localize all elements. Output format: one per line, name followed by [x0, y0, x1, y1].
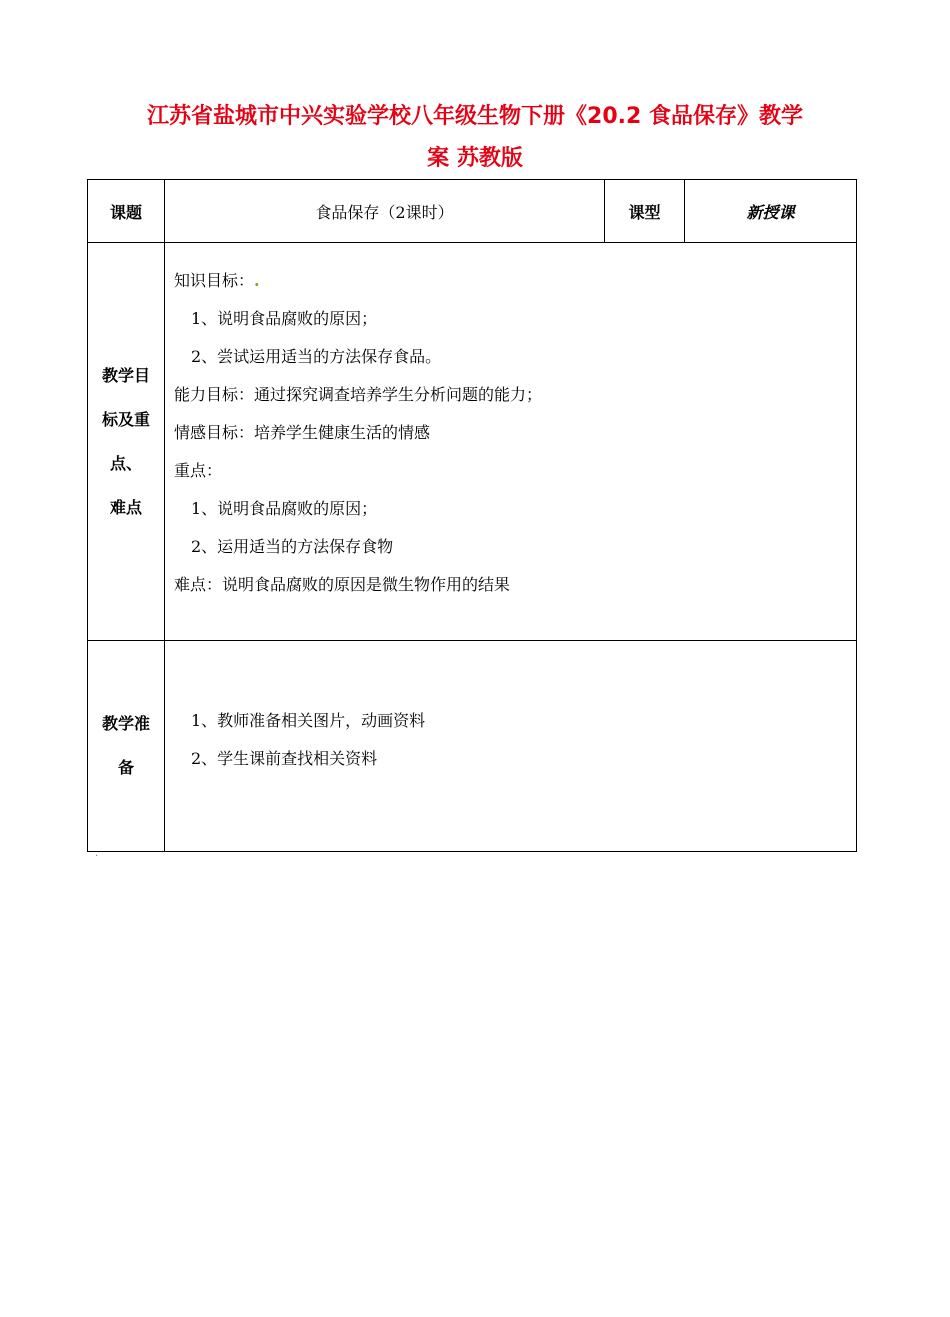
table-row-objectives — [88, 243, 857, 641]
objectives-content — [165, 243, 857, 641]
emotion-goal: 情感目标：培养学生健康生活的情感 — [174, 423, 431, 442]
difficulty-point: 难点：说明食品腐败的原因是微生物作用的结果 — [174, 575, 511, 594]
type-value: 新授课 — [685, 180, 857, 243]
preparation-item: 2、学生课前查找相关资料 — [191, 749, 378, 768]
margin-mark: · — [95, 851, 99, 862]
objectives-label-line: 难点 — [109, 497, 142, 517]
knowledge-goal-marker: . — [254, 271, 260, 290]
ability-goal: 能力目标：通过探究调查培养学生分析问题的能力； — [174, 385, 543, 404]
key-point-item: 2、运用适当的方法保存食物 — [191, 537, 394, 556]
title-line-1: 江苏省盐城市中兴实验学校八年级生物下册《20.2 食品保存》教学 — [147, 104, 803, 129]
objectives-label-line: 教学目 — [101, 365, 150, 385]
type-header: 课型 — [605, 180, 685, 243]
preparation-label-line: 教学准 — [101, 714, 150, 733]
topic-value: 食品保存（2课时） — [165, 180, 605, 243]
preparation-label — [88, 641, 165, 852]
knowledge-item: 1、说明食品腐败的原因； — [191, 309, 378, 328]
document-title — [88, 96, 862, 180]
preparation-item: 1、教师准备相关图片，动画资料 — [191, 711, 426, 730]
knowledge-item: 2、尝试运用适当的方法保存食品。 — [191, 347, 442, 366]
table-row-topic — [88, 180, 857, 243]
lesson-plan-table — [87, 179, 857, 852]
objectives-label-line: 点、 — [109, 453, 142, 473]
objectives-label-line: 标及重 — [101, 409, 150, 429]
title-line-2: 案 苏教版 — [427, 146, 523, 171]
table-row-preparation — [88, 641, 857, 852]
knowledge-goal-label: 知识目标： — [174, 271, 255, 290]
key-point-item: 1、说明食品腐败的原因； — [191, 499, 378, 518]
preparation-content — [165, 641, 857, 852]
objectives-label — [88, 243, 165, 641]
topic-header: 课题 — [88, 180, 165, 243]
knowledge-goal-heading — [165, 262, 856, 300]
key-points-label: 重点： — [174, 461, 223, 480]
preparation-label-line: 备 — [117, 758, 134, 777]
